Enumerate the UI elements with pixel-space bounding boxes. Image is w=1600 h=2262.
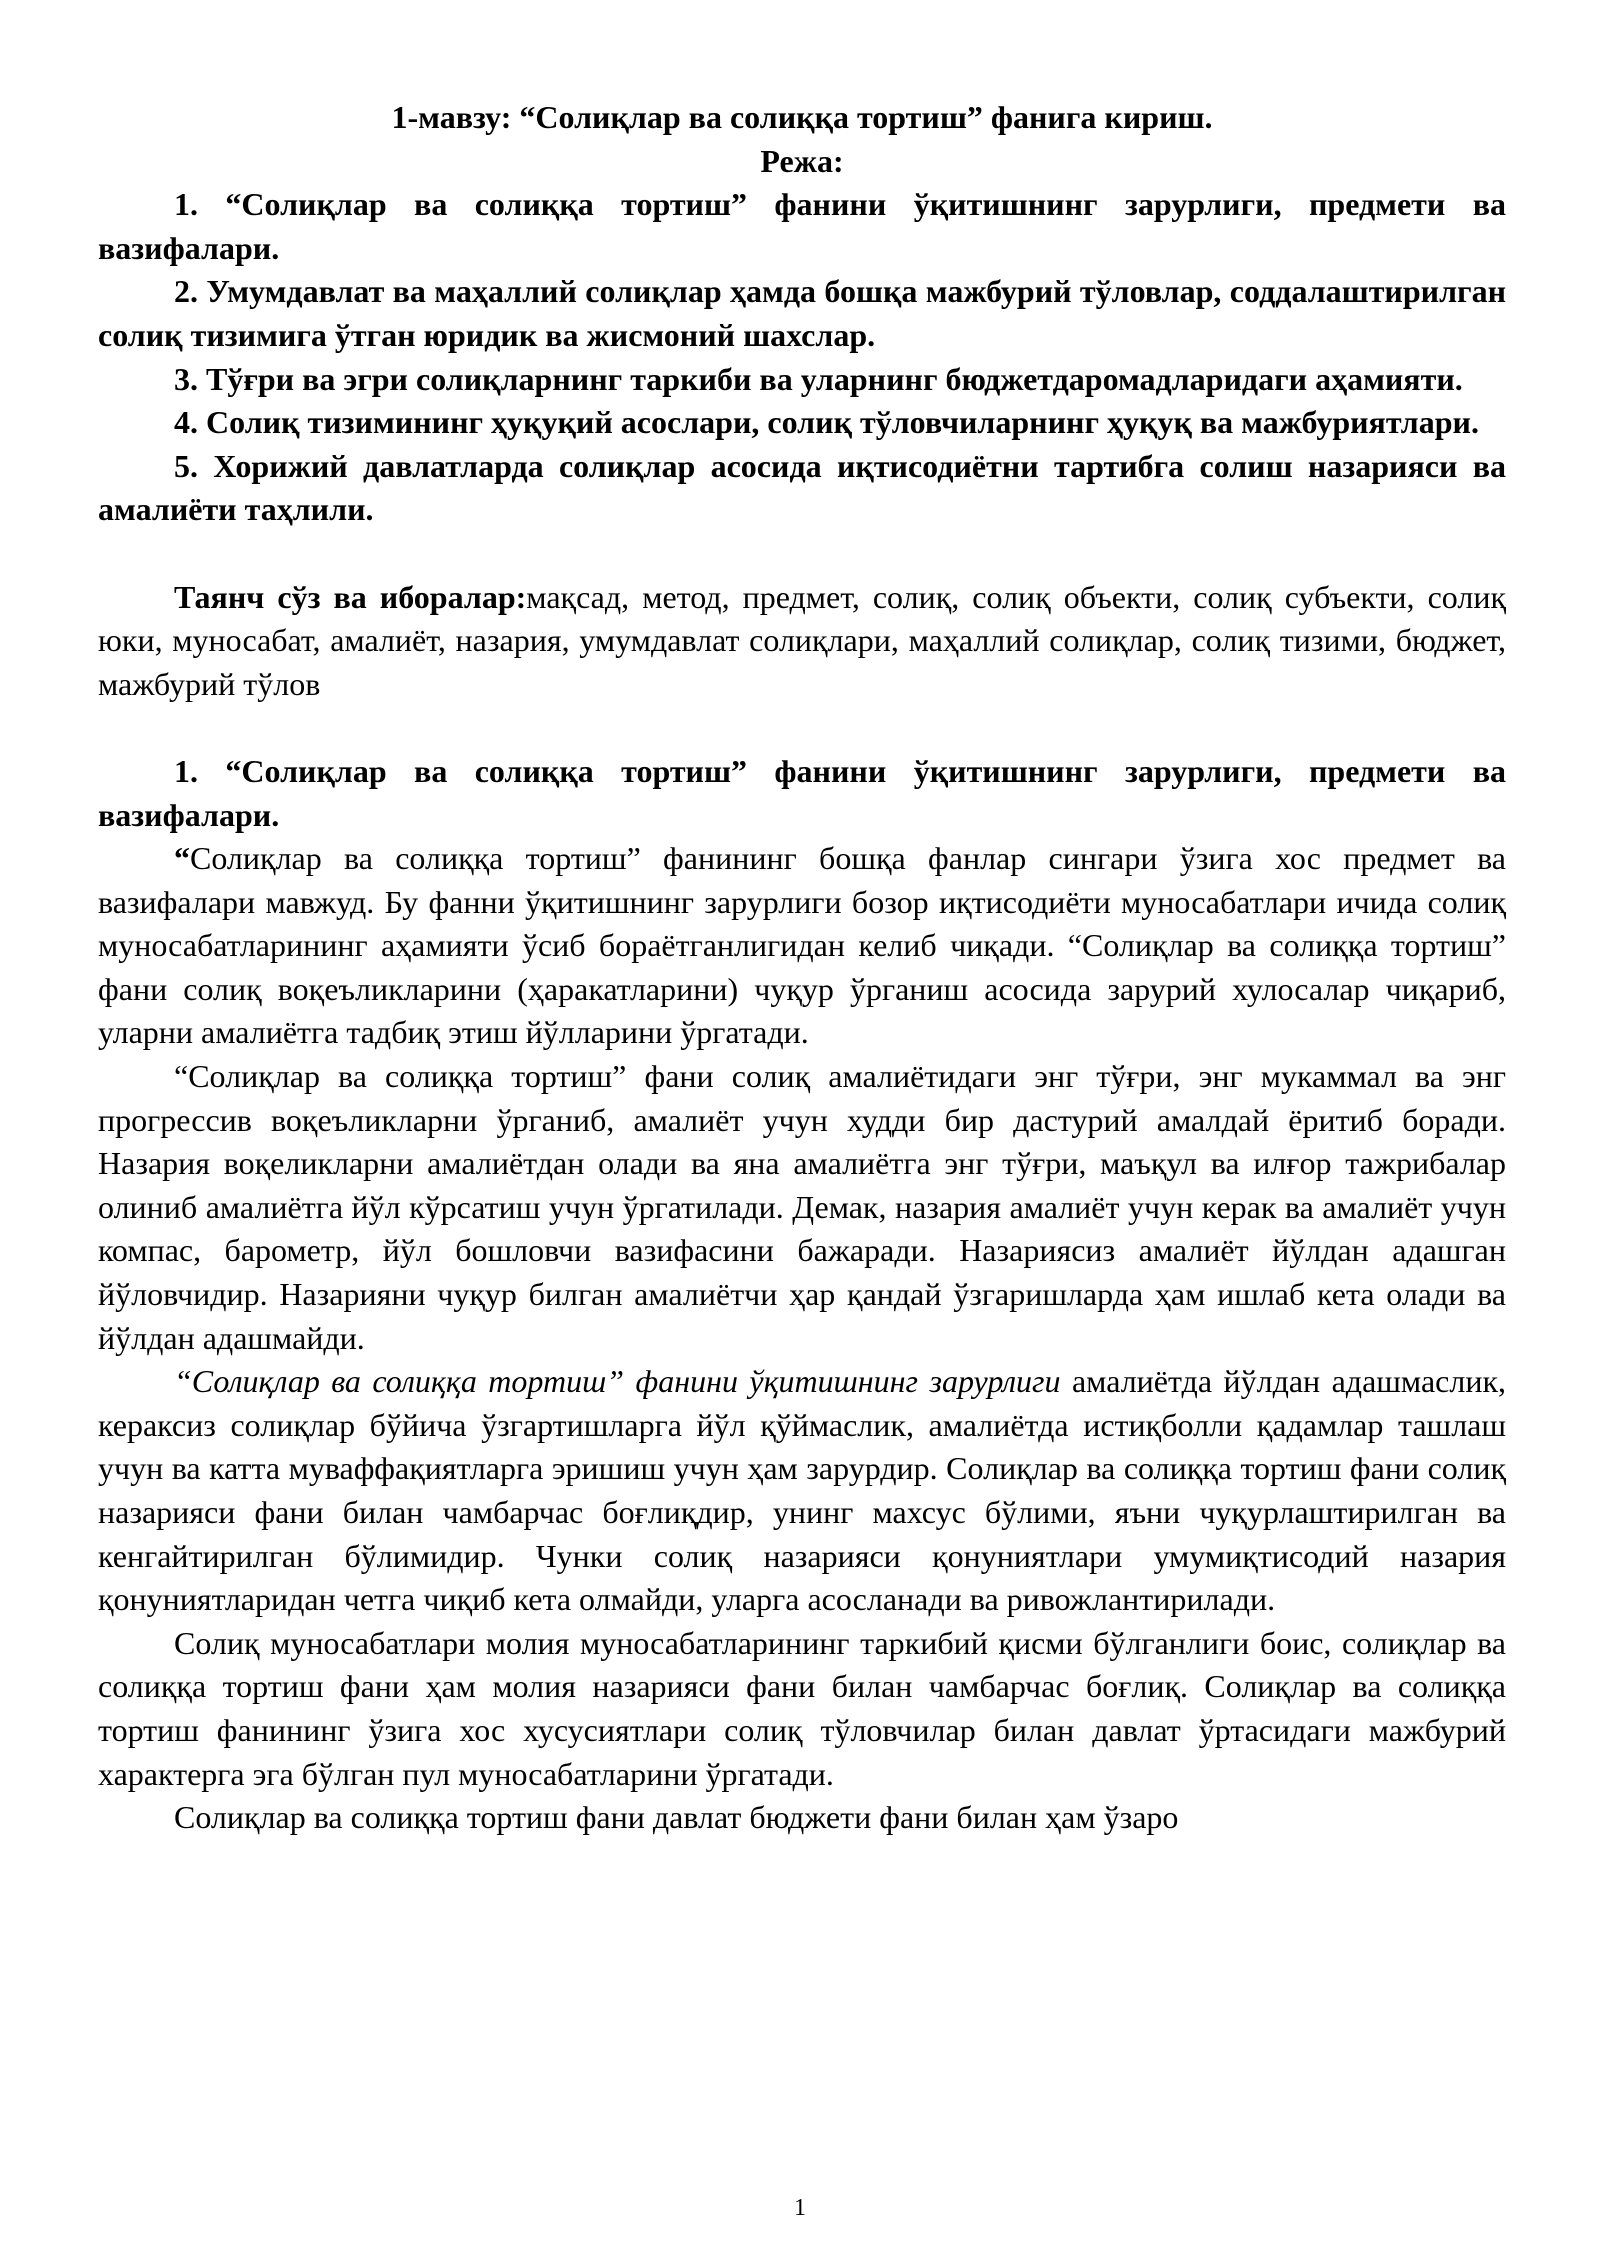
body-paragraph: Солиқлар ва солиққа тортиш фани давлат бюджети фани билан ҳам ўзаро	[174, 1799, 1179, 1836]
plan-list	[98, 183, 1506, 532]
paragraph-text: Солиқлар ва солиққа тортиш” фанининг бошқа фанлар сингари ўзига хос предмет ва вазифалари мавжуд. Бу фанни ўқитишнинг зарурлиги бозор иқтисодиёти муносабатлари ичида солиқ муносабатларининг аҳамияти ўсиб бораётганлигидан келиб чиқади. “Солиқлар ва солиққа тортиш” фани солиқ воқеъликларини (ҳаракатларини) чуқур ўрганиш асосида зарурий хулосалар чиқариб, уларни амалиётга тадбиқ этиш йўлларини ўргатади.	[98, 840, 1506, 1051]
page-number: 1	[794, 2195, 806, 2221]
document-title: 1-мавзу: “Солиқлар ва солиққа тортиш” фанига кириш.	[391, 99, 1213, 135]
keywords-label: Таянч сўз ва иборалар:	[174, 578, 527, 615]
plan-item: 4. Солиқ тизимининг ҳуқуқий асослари, солиқ тўловчиларнинг ҳуқуқ ва мажбуриятлари.	[174, 404, 1479, 441]
body-paragraph: “Солиқлар ва солиққа тортиш” фани солиқ амалиётидаги энг тўғри, энг мукаммал ва энг прогрессив воқеъликларни ўрганиб, амалиёт учун худди бир дастурий амалдай ёритиб боради. Назария воқеликларни амалиётдан олади ва яна амалиётга энг тўғри, маъқул ва илғор тажрибалар олиниб амалиётга йўл кўрсатиш учун ўргатилади. Демак, назария амалиёт учун керак ва амалиёт учун компас, барометр, йўл бошловчи вазифасини бажаради. Назариясиз амалиёт йўлдан адашган йўловчидир. Назарияни чуқур билган амалиётчи ҳар қандай ўзгаришларда ҳам ишлаб кета олади ва йўлдан адашмайди.	[98, 1058, 1506, 1356]
keywords-text: мақсад, метод, предмет, солиқ, солиқ объекти, солиқ субъекти, солиқ юки, муносабат, амалиёт, назария, умумдавлат солиқлари, маҳаллий солиқлар, солиқ тизими, бюджет, мажбурий тўлов	[98, 578, 1507, 702]
body-paragraph	[98, 837, 1506, 1055]
body-paragraph	[98, 1360, 1506, 1622]
plan-item: 1. “Солиқлар ва солиққа тортиш” фанини ўқитишнинг зарурлиги, предмети ва вазифалари.	[98, 186, 1506, 266]
spacer	[98, 532, 1506, 576]
plan-item: 3. Тўғри ва эгри солиқларнинг таркиби ва уларнинг бюджетдаромадларидаги аҳамияти.	[174, 360, 1463, 397]
section-heading: 1. “Солиқлар ва солиққа тортиш” фанини ўқитишнинг зарурлиги, предмети ва вазифалари.	[98, 752, 1506, 833]
keywords-paragraph	[98, 576, 1506, 707]
opening-quote: “	[174, 840, 190, 877]
plan-item: 2. Умумдавлат ва маҳаллий солиқлар ҳамда бошқа мажбурий тўловлар, соддалаштирилган солиқ тизимига ўтган юридик ва жисмоний шахслар.	[98, 273, 1506, 353]
document-body	[98, 96, 1506, 1840]
plan-heading: Режа:	[760, 142, 844, 179]
spacer	[98, 706, 1506, 750]
paragraph-text: амалиётда йўлдан адашмаслик, кераксиз солиқлар бўйича ўзгартишларга йўл қўймаслик, амалиётда истиқболли қадамлар ташлаш учун ва катта муваффақиятларга эришиш учун ҳам зарурдир. Солиқлар ва солиққа тортиш фани солиқ назарияси фани билан чамбарчас боғлиқдир, унинг махсус бўлими, яъни чуқурлаштирилган ва кенгайтирилган бўлимидир. Чунки солиқ назарияси қонуниятлари умумиқтисодий назария қонуниятларидан четга чиқиб кета олмайди, уларга асосланади ва ривожлантирилади.	[98, 1363, 1507, 1618]
italic-phrase: “Солиқлар ва солиққа тортиш” фанини ўқитишнинг зарурлиги	[174, 1363, 1061, 1400]
plan-item: 5. Хорижий давлатларда солиқлар асосида иқтисодиётни тартибга солиш назарияси ва амалиёти таҳлили.	[98, 447, 1506, 528]
body-paragraph: Солиқ муносабатлари молия муносабатларининг таркибий қисми бўлганлиги боис, солиқлар ва солиққа тортиш фани ҳам молия назарияси фани билан чамбарчас боғлиқ. Солиқлар ва солиққа тортиш фанининг ўзига хос хусусиятлари солиқ тўловчилар билан давлат ўртасидаги мажбурий характерга эга бўлган пул муносабатларини ўргатади.	[98, 1624, 1506, 1792]
